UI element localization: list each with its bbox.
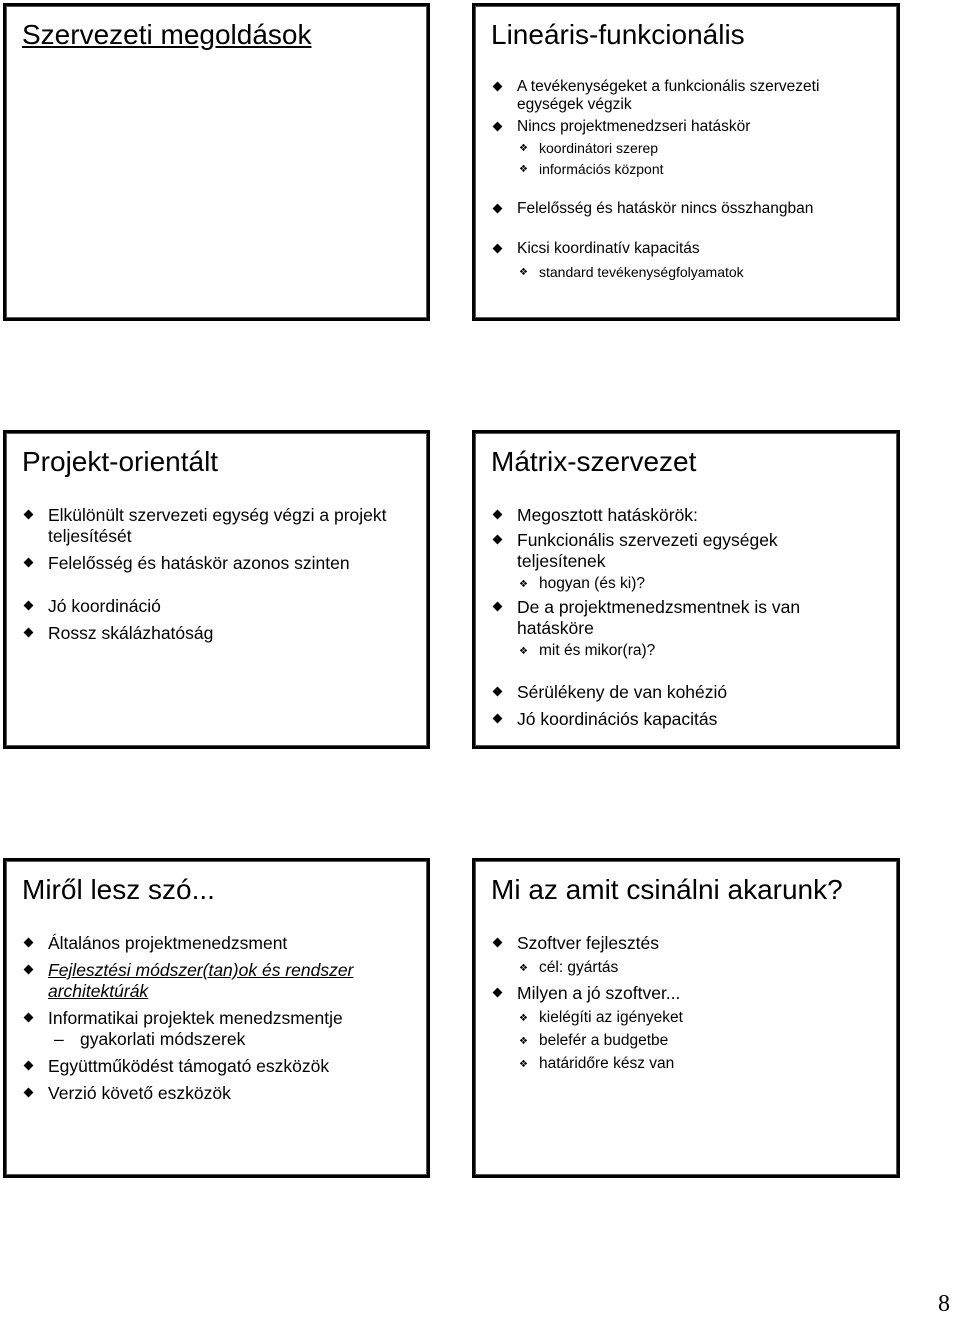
bullet-item: Elkülönült szervezeti egység végzi a projekt teljesítését xyxy=(22,505,387,547)
bullet-item: Szoftver fejlesztés xyxy=(491,933,887,954)
page-number: 8 xyxy=(938,1291,950,1317)
bullet-item: Kicsi koordinatív kapacitás xyxy=(491,240,887,258)
sub-bullet-item: ❖ standard tevékenységfolyamatok xyxy=(491,264,887,281)
sub-bullet-item: ❖ kielégíti az igényeket xyxy=(491,1008,887,1027)
sub-bullet-item: ❖ határidőre kész van xyxy=(491,1054,887,1073)
bullet-item: Nincs projektmenedzseri hatáskör xyxy=(491,118,887,136)
bullet-item: Megosztott hatáskörök: xyxy=(491,505,837,526)
slide-title: Miről lesz szó... xyxy=(22,874,215,905)
bullet-item: Milyen a jó szoftver... xyxy=(491,983,887,1004)
bullet-item: Sérülékeny de van kohézió xyxy=(491,682,837,703)
sub-bullet-item: ❖ belefér a budgetbe xyxy=(491,1031,887,1050)
slide-szervezeti-megoldasok xyxy=(3,3,430,321)
bullet-item: De a projektmenedzsmentnek is van hatásköre xyxy=(491,597,837,639)
bullet-item: Együttműködést támogató eszközök xyxy=(22,1056,407,1077)
bullet-item: A tevékenységeket a funkcionális szervezeti egységek végzik xyxy=(491,78,887,114)
bullet-item: Általános projektmenedzsment xyxy=(22,933,407,954)
sub-bullet-item: ❖ információs központ xyxy=(491,161,887,178)
slide-projekt-orientalt xyxy=(3,430,430,749)
slide-mirol-lesz-szo xyxy=(3,858,430,1178)
slide-title: Lineáris-funkcionális xyxy=(491,19,745,50)
bullet-item: Felelősség és hatáskör azonos szinten xyxy=(22,553,387,574)
sub-bullet-item: ❖ hogyan (és ki)? xyxy=(491,574,837,593)
bullet-item: Rossz skálázhatóság xyxy=(22,623,387,644)
bullet-item: Felelősség és hatáskör nincs összhangban xyxy=(491,200,887,218)
bullet-item: Jó koordináció xyxy=(22,596,387,617)
slide-title: Mátrix-szervezet xyxy=(491,446,697,477)
slide-title: Szervezeti megoldások xyxy=(22,19,312,50)
sub-bullet-item: ❖ koordinátori szerep xyxy=(491,140,887,157)
slide-matrix-szervezet xyxy=(472,430,900,749)
bullet-item: Informatikai projektek menedzsmentje xyxy=(22,1008,407,1029)
sub-bullet-item: ❖ cél: gyártás xyxy=(491,958,887,977)
slide-title: Projekt-orientált xyxy=(22,446,219,477)
sub-bullet-item: ❖ mit és mikor(ra)? xyxy=(491,641,837,660)
linked-topic[interactable]: Fejlesztési módszer(tan)ok és rendszer architektúrák xyxy=(48,960,354,1001)
bullet-item: Jó koordinációs kapacitás xyxy=(491,709,837,730)
slide-mi-az-amit-csinalni-akarunk xyxy=(472,858,900,1178)
bullet-item xyxy=(22,960,407,1002)
slide-title: Mi az amit csinálni akarunk? xyxy=(491,874,843,905)
dash-sub-item: – gyakorlati módszerek xyxy=(22,1029,407,1050)
bullet-item: Verzió követő eszközök xyxy=(22,1083,407,1104)
slide-linearis-funkcionalis xyxy=(472,3,900,321)
bullet-item: Funkcionális szervezeti egységek teljesítenek xyxy=(491,530,837,572)
